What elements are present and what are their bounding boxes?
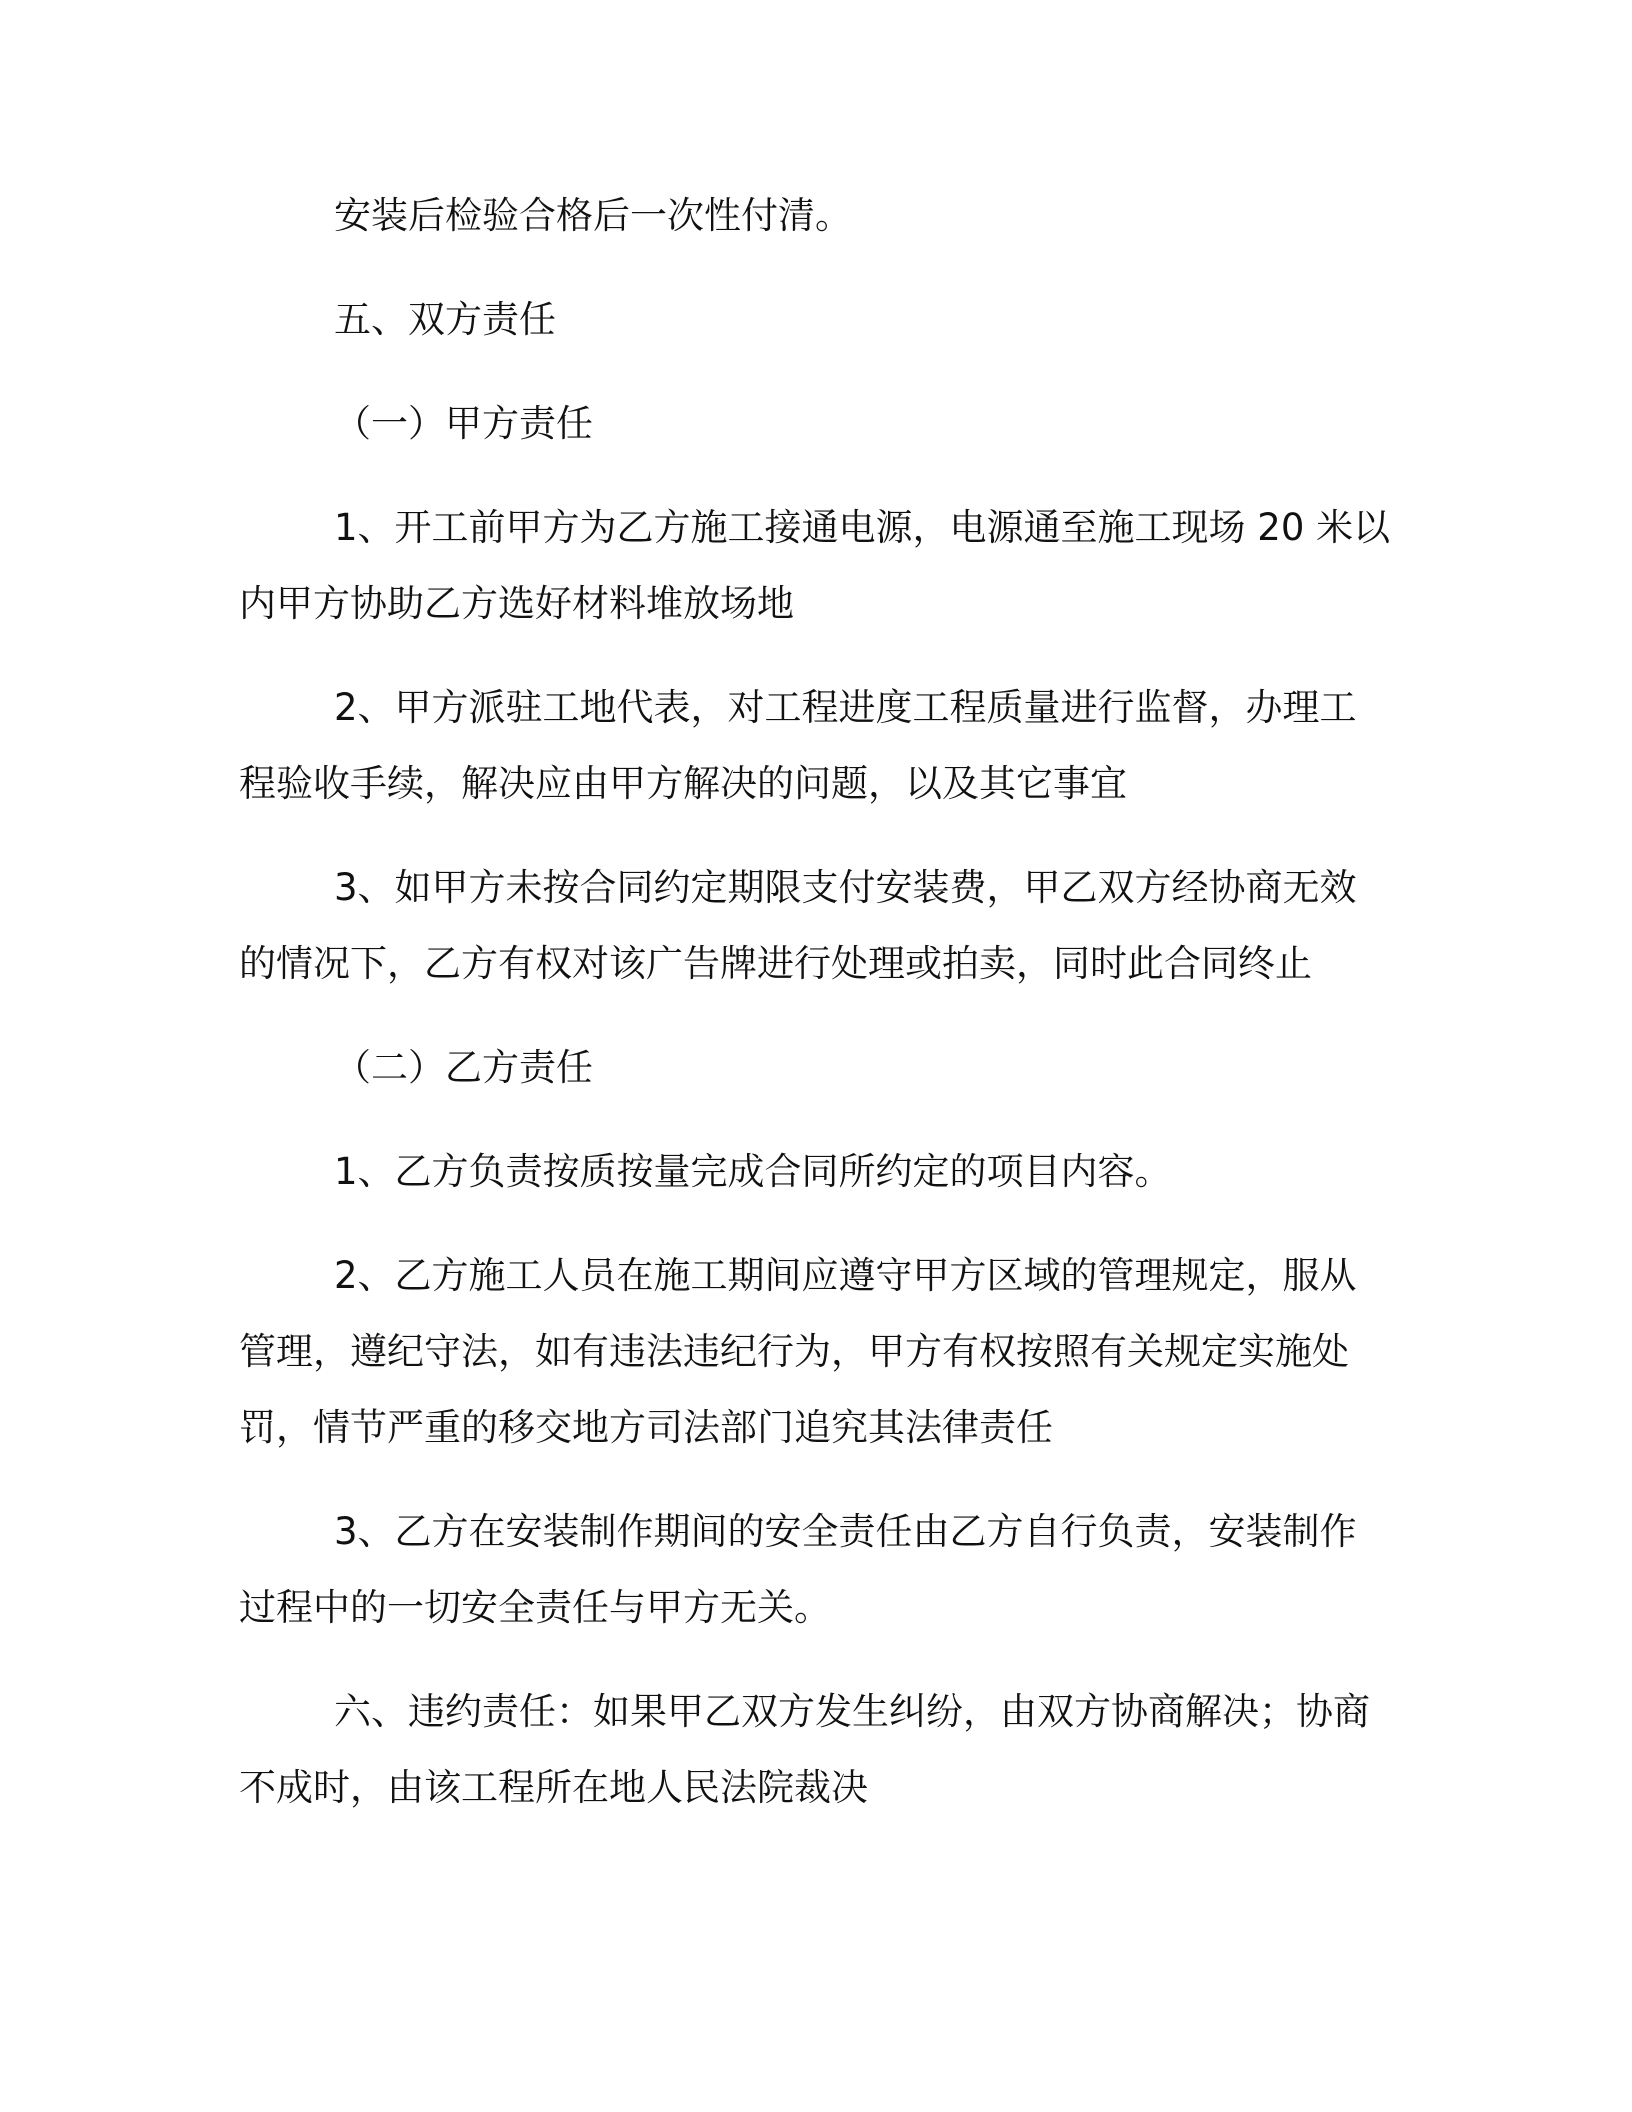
text-line: 内甲方协助乙方选好材料堆放场地	[239, 582, 794, 625]
section-heading: 五、双方责任	[334, 298, 556, 341]
text-line: 2、乙方施工人员在施工期间应遵守甲方区域的管理规定，服从	[334, 1254, 1357, 1297]
text-line: 3、乙方在安装制作期间的安全责任由乙方自行负责，安装制作	[334, 1510, 1357, 1553]
text-line: 1、开工前甲方为乙方施工接通电源，电源通至施工现场 20 米以	[334, 506, 1391, 549]
text-line: 程验收手续，解决应由甲方解决的问题，以及其它事宜	[239, 762, 1127, 805]
text-line: 的情况下，乙方有权对该广告牌进行处理或拍卖，同时此合同终止	[239, 942, 1312, 985]
text-line: 管理，遵纪守法，如有违法违纪行为，甲方有权按照有关规定实施处	[239, 1330, 1349, 1373]
text-line: 1、乙方负责按质按量完成合同所约定的项目内容。	[334, 1150, 1172, 1193]
text-line: 不成时，由该工程所在地人民法院裁决	[239, 1766, 868, 1809]
section-heading: 六、违约责任：如果甲乙双方发生纠纷，由双方协商解决；协商	[334, 1690, 1370, 1733]
text-line: 过程中的一切安全责任与甲方无关。	[239, 1586, 831, 1629]
subsection-heading: （二）乙方责任	[334, 1046, 593, 1089]
text-line: 3、如甲方未按合同约定期限支付安装费，甲乙双方经协商无效	[334, 866, 1357, 909]
text-line: 安装后检验合格后一次性付清。	[334, 194, 852, 237]
text-line: 2、甲方派驻工地代表，对工程进度工程质量进行监督，办理工	[334, 686, 1357, 729]
text-line: 罚，情节严重的移交地方司法部门追究其法律责任	[239, 1406, 1053, 1449]
subsection-heading: （一）甲方责任	[334, 402, 593, 445]
